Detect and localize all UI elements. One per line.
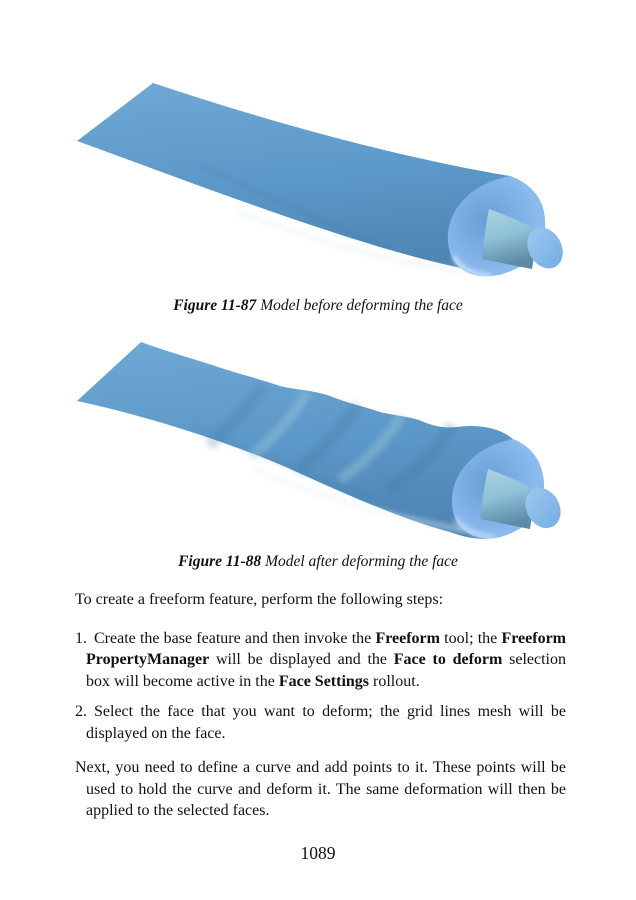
model-after-image: [58, 330, 578, 548]
figure-caption-text: Model after deforming the face: [265, 553, 458, 570]
intro-paragraph: To create a freeform feature, perform the following steps:: [75, 591, 444, 608]
model-before-image: [58, 62, 578, 292]
closing-paragraph: Next, you need to define a curve and add points to it. These points will be used to hold the curve and deform it. The same deformation will then be applied to the selected faces.: [75, 759, 566, 819]
step-item-1: [75, 628, 566, 693]
page-number: 1089: [300, 842, 336, 863]
figure-label: Figure 11-87: [173, 297, 257, 314]
figure-11-87: [0, 0, 636, 316]
figure-caption-2: [0, 551, 636, 572]
figure-caption-text: Model before deforming the face: [260, 297, 463, 314]
step-text: Create the base feature and then invoke the Freeform tool; the Freeform PropertyManager will be displayed and the Face to deform selection box will become active in the Face Settings rollout.: [86, 629, 566, 690]
step-number: 2.: [75, 703, 87, 720]
figure-11-88: [0, 316, 636, 572]
step-text: Select the face that you want to deform; the grid lines mesh will be displayed on the face.: [86, 703, 566, 742]
step-number: 1.: [75, 629, 87, 647]
figure-label: Figure 11-88: [178, 553, 262, 570]
step-item-2: [75, 701, 566, 744]
body-text: [75, 589, 566, 822]
figure-caption-1: [0, 295, 636, 316]
